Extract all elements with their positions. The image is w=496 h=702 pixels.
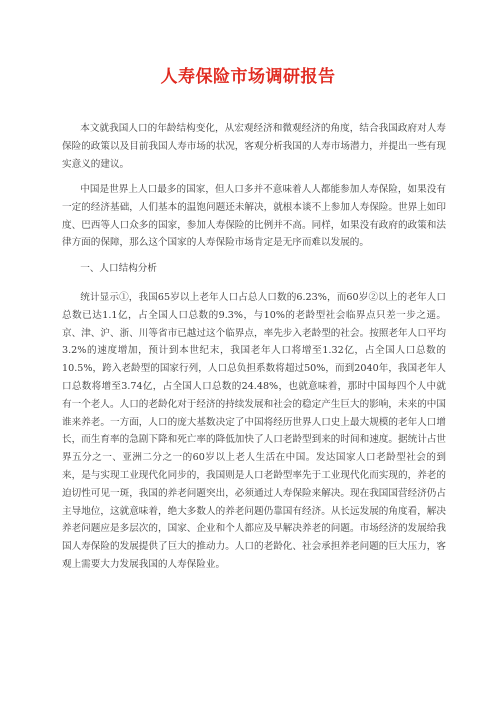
population-paragraph: [62, 181, 446, 252]
section-body: [62, 289, 446, 574]
section-heading: [62, 260, 446, 278]
section-heading-text: 一、人口结构分析: [80, 263, 157, 274]
document-title: 人寿保险市场调研报告: [160, 67, 336, 87]
paragraph-text: 中国是世界上人口最多的国家，但人口多并不意味着人人都能参加人寿保险，如果没有一定的经济基础，人们基本的温饱问题还未解决，就根本谈不上参加人寿保险。世界上如印度、巴西等人口众多的国家，参加人寿保险的比例并不高。同样，如果没有政府的政策和法律方面的保障，那么这个国家的人寿保险市场肯定是无序而难以发展的。: [62, 184, 446, 249]
paragraph-text: 本文就我国人口的年龄结构变化，从宏观经济和微观经济的角度，结合我国政府对人寿保险的政策以及目前我国人寿市场的状况，客观分析我国的人寿市场潜力，并提出一些有现实意义的建议。: [62, 123, 446, 170]
intro-paragraph: [62, 120, 446, 173]
section-body-text: 统计显示①，我国65岁以上老年人口占总人口数的6.23%，而60岁②以上的老年人口总数已达1.1亿，占全国人口总数的9.3%，与10%的老龄型社会临界点只差一步之遥。京、津、沪、浙、川等省市已越过这个临界点，率先步入老龄型的社会。按照老年人口平均3.2%的速度增加，预计到本世纪末，我国老年人口将增至1.32亿，占全国人口总数的10.5%，跨入老龄型的国家行列，人口总负担系数将超过50%，而到2040年，我国老年人口总数将增至3.74亿，占全国人口总数的24.48%，也就意味着，那时中国每四个人中就有一个老人。人口的老龄化对于经济的持续发展和社会的稳定产生巨大的影响，未来的中国谁来养老。一方面，人口的庞大基数决定了中国将经历世界人口史上最大规模的老年人口增长，而生育率的急剧下降和死亡率的降低加快了人口老龄型到来的时间和速度。据统计占世界五分之一、亚洲二分之一的60岁以上老人生活在中国。发达国家人口老龄型社会的到来，是与实现工业现代化同步的，我国则是人口老龄型率先于工业现代化而实现的，养老的迫切性可见一斑，我国的养老问题突出，必须通过人寿保险来解决。现在我国国营经济仍占主导地位，这就意味着，绝大多数人的养老问题仍靠国有经济。从长远发展的角度看，解决养老问题应是多层次的，国家、企业和个人都应及早解决养老的问题。市场经济的发展给我国人寿保险的发展提供了巨大的推动力。人口的老龄化、社会承担养老问题的巨大压力，客观上需要大力发展我国的人寿保险业。: [62, 292, 446, 570]
